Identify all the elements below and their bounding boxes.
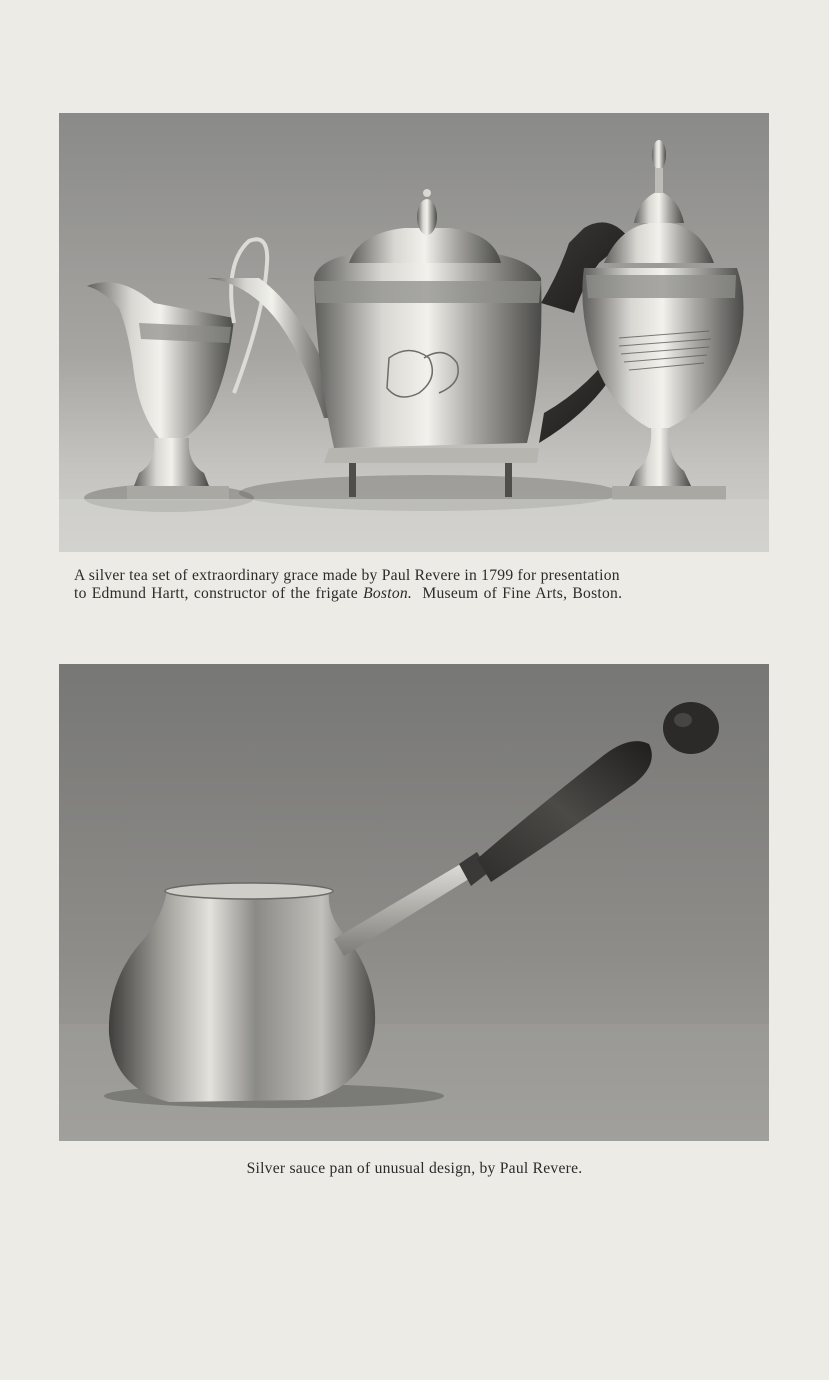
ship-name: Boston. — [363, 585, 413, 602]
sauce-pan-caption: Silver sauce pan of unusual design, by Paul Revere. — [246, 1160, 583, 1177]
tea-set-caption-line-2 — [74, 585, 754, 603]
tea-set-caption-line-1: A silver tea set of extraordinary grace made by Paul Revere in 1799 for presentation — [74, 567, 620, 584]
sauce-pan-photo — [59, 664, 769, 1141]
tea-set-photo — [59, 113, 769, 552]
tea-set-caption-line-2-start: to Edmund Hartt, constructor of the frigate — [74, 585, 364, 602]
tea-set-caption-museum: Museum of Fine Arts, Boston. — [412, 585, 623, 602]
tea-set-caption — [74, 567, 754, 603]
